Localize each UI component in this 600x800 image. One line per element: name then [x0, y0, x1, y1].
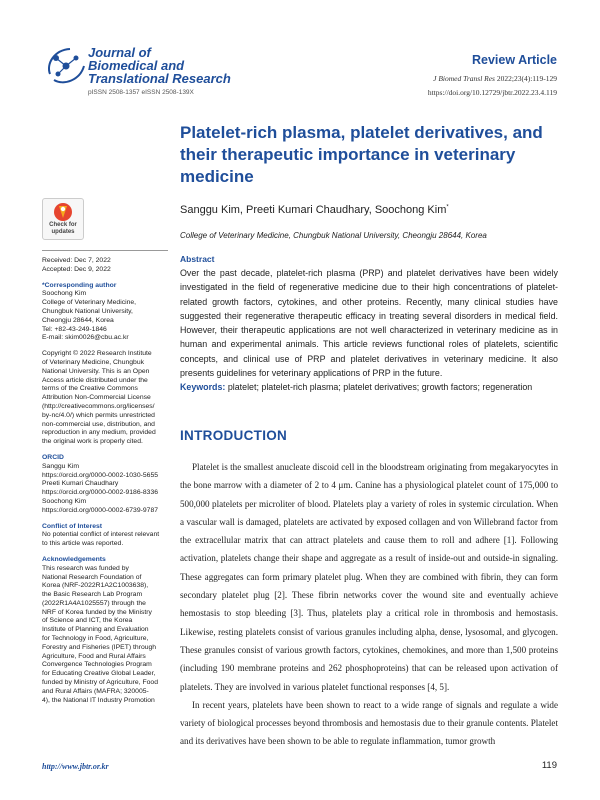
ack-line: the Basic Research Lab Program	[42, 591, 143, 599]
copyright-line: Copyright © 2022 Research Institute	[42, 350, 152, 358]
ack-line: Forestry and Fisheries (IPET) through	[42, 643, 157, 651]
section-heading-introduction: INTRODUCTION	[180, 428, 288, 443]
article-type: Review Article	[472, 53, 557, 67]
ack-line: NRF of Korea funded by the Ministry	[42, 608, 152, 616]
ack-line: Agriculture, Food and Rural Affairs	[42, 652, 146, 660]
check-for-updates-button[interactable]	[42, 198, 84, 240]
ack-line: This research was funded by	[42, 564, 129, 572]
orcid-link[interactable]: https://orcid.org/0000-0002-6739-9787	[42, 506, 159, 514]
conflict-of-interest	[42, 523, 168, 549]
corr-line: College of Veterinary Medicine,	[42, 299, 137, 307]
copyright-line: by-nc/4.0/) which permits unrestricted	[42, 411, 155, 419]
corr-line: Tel: +82-43-249-1846	[42, 325, 107, 333]
orcid	[42, 454, 168, 516]
keywords-label: Keywords:	[180, 382, 226, 392]
authors	[180, 204, 449, 216]
corresponding-author	[42, 282, 168, 344]
copyright-line: Access article distributed under the	[42, 376, 148, 384]
copyright-line: Attribution Non-Commercial License	[42, 394, 151, 402]
section-head: Acknowledgements	[42, 555, 106, 563]
copyright	[42, 350, 168, 447]
paragraph: Platelet is the smallest anucleate discoid cell in the bloodstream originating from megakaryocytes in the bone marrow with a diameter of 2 to 4 μm. Canine has a physiological platelet count of 175,000 to 500,000 platelets per microliter of blood. Platelets play a variety of roles in systemic circulation. When a vascular wall is damaged, platelets are activated by exposed collagen and von Willebrand factor from the extracellular matrix that can attract platelets and cause them to roll and adhere [1]. Following activation, platelets change their shape and aggregate as a result of inside-out and outside-in signaling. These aggregates can form primary platelet plug. When they are combined with fibrin, they can form secondary platelet plug [2]. These fibrin networks cover the wound site and eventually achieve hemostasis to stop bleeding [3]. Thus, platelets play a critical role in thrombosis and hemostasis. Likewise, resting platelets consist of various granules including alpha, dense, lysosomal, and glycogen. These granules consist of various growth factors, cytokines, chemokines, and more than 1,500 proteins (including 190 membrane proteins and 262 phosphoproteins) that can be released upon activation of platelets. They are involved in various platelet functional responses [4, 5].	[180, 462, 558, 692]
citation-volume: 2022;23(4):119-129	[494, 74, 557, 83]
ack-line: (2022R1A4A1025557) through the	[42, 599, 146, 607]
introduction-body	[180, 458, 558, 751]
author-list: Sanggu Kim, Preeti Kumari Chaudhary, Soochong Kim	[180, 204, 447, 216]
citation	[433, 74, 557, 83]
ack-line: Convergence Technologies Program	[42, 661, 152, 669]
copyright-line: of Veterinary Medicine, Chungbuk	[42, 358, 145, 366]
orcid-name: Sanggu Kim	[42, 462, 80, 470]
orcid-name: Soochong Kim	[42, 497, 87, 505]
issn: pISSN 2508-1357 eISSN 2508-139X	[88, 89, 194, 96]
divider	[42, 250, 168, 251]
ack-line: for Educating Creative Global Leader,	[42, 670, 156, 678]
ack-line: and Rural Affairs (MAFRA; 320005-	[42, 687, 149, 695]
journal-name-line: Biomedical and	[88, 58, 185, 73]
corr-email[interactable]: E-mail: skim0026@cbu.ac.kr	[42, 334, 129, 342]
keywords-list: platelet; platelet-rich plasma; platelet derivatives; growth factors; regeneration	[225, 382, 533, 392]
orcid-name: Preeti Kumari Chaudhary	[42, 480, 119, 488]
paragraph: In recent years, platelets have been shown to react to a wide range of signals and regulate a wide variety of biological processes beyond thrombosis and hemostasis due to their granule contents. Platelet and its derivatives have been shown to be able to regulate inflammation, tumor growth	[180, 699, 558, 747]
left-sidebar	[42, 250, 168, 712]
check-updates-icon	[53, 202, 73, 222]
received-date: Received: Dec 7, 2022	[42, 257, 111, 264]
ack-line: 4), the National IT Industry Promotion	[42, 696, 155, 704]
footer-url[interactable]: http://www.jbtr.or.kr	[42, 762, 109, 771]
acknowledgements	[42, 556, 168, 706]
copyright-line: non-commercial use, distribution, and	[42, 420, 155, 428]
section-head: ORCID	[42, 453, 64, 461]
copyright-line: terms of the Creative Commons	[42, 385, 138, 393]
corr-line: Chungbuk National University,	[42, 307, 133, 315]
affiliation: College of Veterinary Medicine, Chungbuk National University, Cheongju 28644, Korea	[180, 231, 487, 240]
journal-name	[88, 46, 231, 85]
dates	[42, 257, 168, 275]
copyright-line: (http://creativecommons.org/licenses/	[42, 402, 155, 410]
ack-line: National Research Foundation of	[42, 573, 142, 581]
check-for-label: Check for	[49, 222, 77, 228]
accepted-date: Accepted: Dec 9, 2022	[42, 265, 111, 273]
abstract-text: Over the past decade, platelet-rich plasma (PRP) and platelet derivatives have been widely investigated in the field of regenerative medicine due to their high concentrations of platelet-related growth factors, cytokines, and other proteins. Recently, many clinical studies have suggested their regenerative therapeutic efficacy in treating several disorders in medical field. However, their therapeutic applications are not well characterized in veterinary medicine as in human and experimental animals. This article reviews functional roles of platelets, scientific concepts, and clinical use of PRP and platelet derivatives in veterinary medicine. It also presents guidelines for veterinary applications of PRP in the future.	[180, 268, 558, 379]
conflict-line: to this article was reported.	[42, 540, 124, 548]
copyright-line: the original work is properly cited.	[42, 438, 143, 446]
citation-journal: J Biomed Transl Res	[433, 74, 495, 83]
corresponding-mark: *	[446, 204, 449, 211]
corr-line: Cheongju 28644, Korea	[42, 316, 114, 324]
copyright-line: National University. This is an Open	[42, 367, 150, 375]
conflict-line: No potential conflict of interest relevant	[42, 531, 160, 539]
copyright-line: reproduction in any medium, provided	[42, 429, 156, 437]
ack-line: Institute of Planning and Evaluation	[42, 626, 149, 634]
ack-line: funded by Ministry of Agriculture, Food	[42, 679, 158, 687]
ack-line: for Technology in Food, Agriculture,	[42, 635, 149, 643]
doi-link[interactable]: https://doi.org/10.12729/jbtr.2022.23.4.119	[427, 88, 557, 97]
abstract-heading: Abstract	[180, 254, 215, 264]
ack-line: Korea (NRF-2022R1A2C1003638),	[42, 582, 149, 590]
journal-name-line: Journal of	[88, 45, 151, 60]
section-head: *Corresponding author	[42, 281, 117, 289]
updates-label: updates	[51, 228, 75, 235]
page-number: 119	[541, 760, 557, 771]
journal-name-line: Translational Research	[88, 71, 231, 86]
orcid-link[interactable]: https://orcid.org/0000-0002-9186-8336	[42, 489, 159, 497]
corr-line: Soochong Kim	[42, 290, 87, 298]
keywords	[180, 380, 558, 394]
article-title: Platelet-rich plasma, platelet derivatives, and their therapeutic importance in veterinary medicine	[180, 123, 543, 186]
ack-line: of Science and ICT, the Korea	[42, 617, 133, 625]
orcid-link[interactable]: https://orcid.org/0000-0002-1030-5655	[42, 471, 159, 479]
section-head: Conflict of Interest	[42, 522, 103, 530]
journal-logo-icon	[44, 44, 90, 88]
